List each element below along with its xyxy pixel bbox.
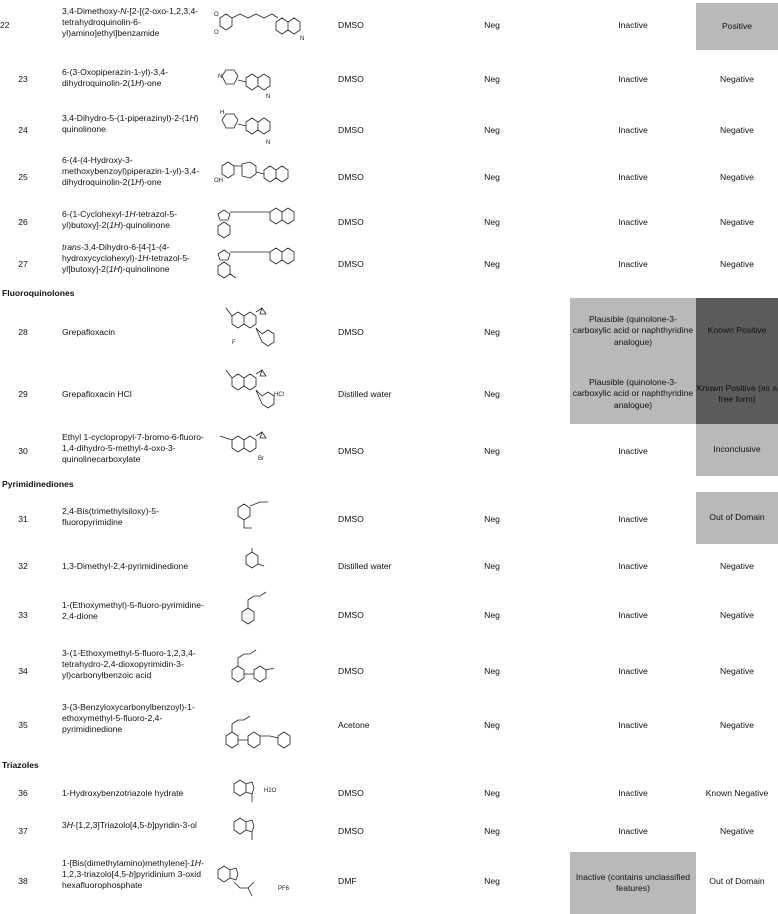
prediction-2: Known Positive (as a free form) [696,364,778,424]
row-number: 36 [18,788,28,798]
row-number: 32 [18,561,28,571]
compound-name: 3,4-Dimethoxy-N-[2-[(2-oxo-1,2,3,4-tetrahydroquinolin-6-yl)amino]ethyl]benzamide [62,6,199,39]
prediction-2: Negative [720,666,754,676]
svg-text:N: N [218,74,223,80]
experimental-result: Neg [484,172,500,182]
structure-image [212,854,330,912]
structure-image [212,108,330,152]
prediction-2: Negative [720,610,754,620]
structure-image [212,364,330,424]
svg-text:H: H [220,110,225,116]
table-row [0,62,778,108]
compound-name: 3-(1-Ethoxymethyl-5-fluoro-1,2,3,4-tetrahydro-2,4-dioxopyrimidin-3-yl)carbonylbenzoic acid [62,648,196,681]
compound-name: 1-(Ethoxymethyl)-5-fluoro-pyrimidine-2,4-dione [62,600,204,622]
experimental-result: Neg [484,666,500,676]
prediction-2: Known Negative [705,788,769,798]
experimental-result: Neg [484,514,500,524]
solvent: DMSO [338,327,364,337]
structure-image [212,62,330,106]
solvent: DMSO [338,826,364,836]
solvent: DMF [338,876,357,886]
solvent: DMSO [338,259,364,269]
prediction-1: Plausible (quinolone-3-carboxylic acid or naphthyridine analogue) [570,298,696,364]
experimental-result: Neg [484,327,500,337]
prediction-2: Negative [720,720,754,730]
structure-image [212,494,330,544]
experimental-result: Neg [484,876,500,886]
solvent: DMSO [338,446,364,456]
compound-name: 2,4-Bis(trimethylsiloxy)-5-fluoropyrimidine [62,506,159,528]
experimental-result: Neg [484,259,500,269]
prediction-1: Inactive [618,514,648,524]
svg-text:N: N [266,140,271,146]
row-number: 35 [18,720,28,730]
solvent: Acetone [338,720,370,730]
solvent: DMSO [338,610,364,620]
table-row [0,700,778,764]
prediction-2: Negative [720,259,754,269]
solvent: DMSO [338,125,364,135]
experimental-result: Neg [484,125,500,135]
row-number: 30 [18,446,28,456]
table-row [0,772,778,812]
table-row [0,242,778,284]
bromo-label: Br [258,456,264,462]
prediction-1: Inactive [618,610,648,620]
structure-image [212,202,330,242]
hexafluorophosphate-label: PF6 [278,886,290,892]
prediction-1: Inactive [618,666,648,676]
prediction-1: Inactive (contains unclassified features) [570,852,696,914]
row-number: 27 [18,259,28,269]
compound-name: 6-(1-Cyclohexyl-1H-tetrazol-5-yl)butoxy]-2(1H)-quinolinone [62,209,178,231]
table-row [0,152,778,202]
water-label: H2O [264,788,277,794]
section-heading: Triazoles [2,760,39,770]
experimental-result: Neg [484,610,500,620]
compound-name: Grepafloxacin HCl [62,389,132,399]
experimental-result: Neg [484,788,500,798]
prediction-1: Plausible (quinolone-3-carboxylic acid or naphthyridine analogue) [570,364,696,424]
compound-name: 3,4-Dihydro-5-(1-piperazinyl)-2-(1H) quinolinone [62,113,199,135]
compound-name: 1,3-Dimethyl-2,4-pyrimidinedione [62,561,189,571]
experimental-result: Neg [484,74,500,84]
table-row [0,640,778,700]
table-row [0,492,778,544]
experimental-result: Neg [484,389,500,399]
compound-name: 6-(4-(4-Hydroxy-3-methoxybenzoyl)piperazin-1-yl)-3,4-dihydroquinolin-2(1H)-one [62,155,200,188]
fluoro-label: F [232,340,236,346]
solvent: DMSO [338,514,364,524]
svg-text:O: O [214,30,219,36]
table-row [0,0,778,62]
experimental-result: Neg [484,561,500,571]
solvent: Distilled water [338,561,392,571]
table-row [0,590,778,640]
table-row [0,852,778,914]
prediction-2: Positive [696,3,778,50]
compound-name: 3-(3-Benzyloxycarbonylbenzoyl)-1-ethoxymethyl-5-fluoro-2,4-pyrimidinedione [62,702,195,735]
svg-text:O: O [214,12,219,18]
structure-image [212,4,330,48]
prediction-1: Inactive [618,446,648,456]
structure-image [212,700,330,764]
row-number: 34 [18,666,28,676]
row-number: 38 [18,876,28,886]
compound-name: 1-[Bis(dimethylamino)methylene]-1H-1,2,3-triazolo[4,5-b]pyridinium 3-oxid hexafluorophosphate [62,858,204,891]
structure-image [212,152,330,202]
prediction-1: Inactive [618,217,648,227]
structure-image [212,640,330,700]
compound-name: trans-3,4-Dihydro-6-[4-[1-(4-hydroxycyclohexyl)-1H-tetrazol-5-yl]butoxy]-2(1H)-quinolinone [62,242,191,275]
row-number: 22 [0,20,10,30]
prediction-2: Negative [720,125,754,135]
row-number: 31 [18,514,28,524]
prediction-1: Inactive [618,172,648,182]
structure-image [212,772,330,812]
svg-text:N: N [300,36,305,42]
experimental-result: Neg [484,217,500,227]
structure-image [212,546,330,590]
prediction-2: Negative [720,826,754,836]
compound-name: 1-Hydroxybenzotriazole hydrate [62,788,184,798]
table-row [0,364,778,424]
prediction-2: Negative [720,172,754,182]
experimental-result: Neg [484,446,500,456]
solvent: DMSO [338,74,364,84]
structure-image [212,426,330,476]
compound-name: 6-(3-Oxopiperazin-1-yl)-3,4-dihydroquinolin-2(1H)-one [62,67,169,89]
hcl-label: HCl [274,392,284,398]
prediction-1: Inactive [618,20,648,30]
row-number: 37 [18,826,28,836]
row-number: 29 [18,389,28,399]
row-number: 24 [18,125,28,135]
solvent: Distilled water [338,389,392,399]
svg-text:N: N [266,94,271,100]
row-number: 33 [18,610,28,620]
solvent: DMSO [338,20,364,30]
prediction-1: Inactive [618,720,648,730]
table-row [0,202,778,242]
prediction-1: Inactive [618,788,648,798]
compound-name: 3H-[1,2,3]Triazolo[4,5-b]pyridin-3-ol [62,820,197,830]
compound-name: Grepafloxacin [62,327,116,337]
prediction-2: Negative [720,217,754,227]
prediction-1: Inactive [618,259,648,269]
compound-name: Ethyl 1-cyclopropyl-7-bromo-6-fluoro-1,4-dihydro-5-methyl-4-oxo-3-quinolinecarboxylate [62,432,204,465]
structure-image [212,242,330,284]
row-number: 25 [18,172,28,182]
prediction-2: Negative [720,561,754,571]
prediction-2: Known Positive [696,298,778,364]
solvent: DMSO [338,666,364,676]
prediction-1: Inactive [618,561,648,571]
structure-image [212,812,330,852]
prediction-1: Inactive [618,826,648,836]
table-row [0,108,778,152]
prediction-2: Out of Domain [709,876,765,886]
solvent: DMSO [338,172,364,182]
solvent: DMSO [338,217,364,227]
table-row [0,424,778,476]
experimental-result: Neg [484,720,500,730]
table-row [0,812,778,852]
prediction-1: Inactive [618,74,648,84]
row-number: 28 [18,327,28,337]
table-row [0,544,778,590]
prediction-2: Negative [720,74,754,84]
table-row [0,298,778,364]
row-number: 26 [18,217,28,227]
row-number: 23 [18,74,28,84]
prediction-2: Inconclusive [696,424,778,476]
prediction-1: Inactive [618,125,648,135]
experimental-result: Neg [484,20,500,30]
section-heading: Fluoroquinolones [2,288,75,298]
structure-image [212,590,330,640]
experimental-result: Neg [484,826,500,836]
solvent: DMSO [338,788,364,798]
section-heading: Pyrimidinediones [2,479,74,489]
prediction-2: Out of Domain [696,492,778,544]
oh-label: OH [214,178,223,184]
structure-image [212,302,330,362]
